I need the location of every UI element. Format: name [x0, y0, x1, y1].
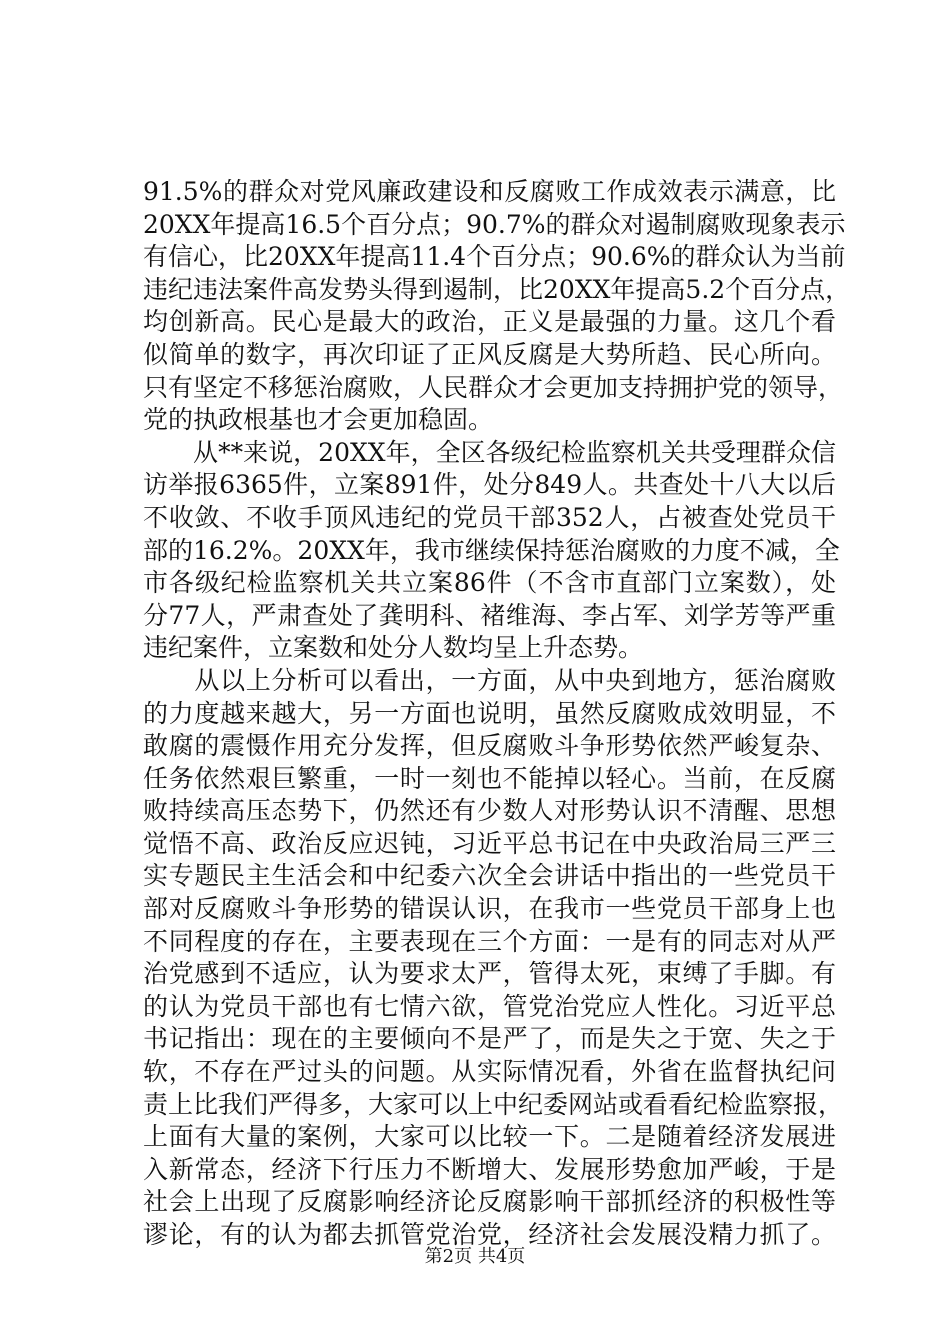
text-line: 91.5%的群众对党风廉政建设和反腐败工作成效表示满意，比 — [143, 177, 836, 206]
text-line: 软，不存在严过头的问题。从实际情况看，外省在监督执纪问 — [143, 1057, 836, 1087]
paragraph-2 — [143, 437, 840, 665]
text-line: 书记指出：现在的主要倾向不是严了，而是失之于宽、失之于 — [143, 1024, 836, 1054]
text-line: 20XX年提高16.5个百分点；90.7%的群众对遏制腐败现象表示 — [143, 209, 846, 239]
text-line: 有信心，比20XX年提高11.4个百分点；90.6%的群众认为当前 — [143, 242, 846, 272]
text-line: 访举报6365件，立案891件，处分849人。共查处十八大以后 — [143, 470, 836, 500]
text-line: 不同程度的存在，主要表现在三个方面：一是有的同志对从严 — [143, 926, 836, 956]
page-number-label: 第2页 共4页 — [424, 1246, 526, 1267]
text-line: 违纪违法案件高发势头得到遏制，比20XX年提高5.2个百分点， — [143, 274, 851, 304]
text-line: 任务依然艰巨繁重，一时一刻也不能掉以轻心。当前，在反腐 — [143, 763, 836, 793]
text-line: 从以上分析可以看出，一方面，从中央到地方，惩治腐败 — [143, 665, 836, 695]
page-footer — [0, 1245, 950, 1269]
text-line: 入新常态，经济下行压力不断增大、发展形势愈加严峻，于是 — [143, 1154, 836, 1184]
text-line: 治党感到不适应，认为要求太严，管得太死，束缚了手脚。有 — [143, 959, 836, 989]
document-body — [143, 176, 851, 1252]
text-line: 敢腐的震慑作用充分发挥，但反腐败斗争形势依然严峻复杂、 — [143, 731, 836, 761]
text-line: 责上比我们严得多，大家可以上中纪委网站或看看纪检监察报， — [143, 1089, 844, 1119]
text-line: 觉悟不高、政治反应迟钝，习近平总书记在中央政治局三严三 — [143, 828, 836, 858]
text-line: 从**来说，20XX年，全区各级纪检监察机关共受理群众信 — [143, 437, 836, 467]
text-line: 均创新高。民心是最大的政治，正义是最强的力量。这几个看 — [143, 307, 836, 337]
text-line: 败持续高压态势下，仍然还有少数人对形势认识不清醒、思想 — [143, 796, 836, 826]
paragraph-1 — [143, 176, 851, 437]
text-line: 实专题民主生活会和中纪委六次全会讲话中指出的一些党员干 — [143, 861, 836, 891]
paragraph-3 — [143, 665, 844, 1252]
text-line: 上面有大量的案例，大家可以比较一下。二是随着经济发展进 — [143, 1122, 836, 1152]
text-line: 部的16.2%。20XX年，我市继续保持惩治腐败的力度不减，全 — [143, 535, 840, 565]
text-line: 市各级纪检监察机关共立案86件（不含市直部门立案数），处 — [143, 568, 836, 598]
text-line: 似简单的数字，再次印证了正风反腐是大势所趋、民心所向。 — [143, 339, 836, 369]
text-line: 的力度越来越大，另一方面也说明，虽然反腐败成效明显，不 — [143, 698, 836, 728]
text-line: 部对反腐败斗争形势的错误认识，在我市一些党员干部身上也 — [143, 894, 836, 924]
text-line: 党的执政根基也才会更加稳固。 — [143, 405, 494, 435]
text-line: 的认为党员干部也有七情六欲，管党治党应人性化。习近平总 — [143, 991, 836, 1021]
text-line: 分77人，严肃查处了龚明科、褚维海、李占军、刘学芳等严重 — [143, 600, 836, 630]
text-line: 只有坚定不移惩治腐败，人民群众才会更加支持拥护党的领导， — [143, 372, 844, 402]
text-line: 谬论，有的认为都去抓管党治党，经济社会发展没精力抓了。 — [143, 1220, 836, 1249]
text-line: 不收敛、不收手顶风违纪的党员干部352人，占被查处党员干 — [143, 502, 836, 532]
text-line: 违纪案件，立案数和处分人数均呈上升态势。 — [143, 633, 644, 663]
text-line: 社会上出现了反腐影响经济论反腐影响干部抓经济的积极性等 — [143, 1187, 836, 1217]
